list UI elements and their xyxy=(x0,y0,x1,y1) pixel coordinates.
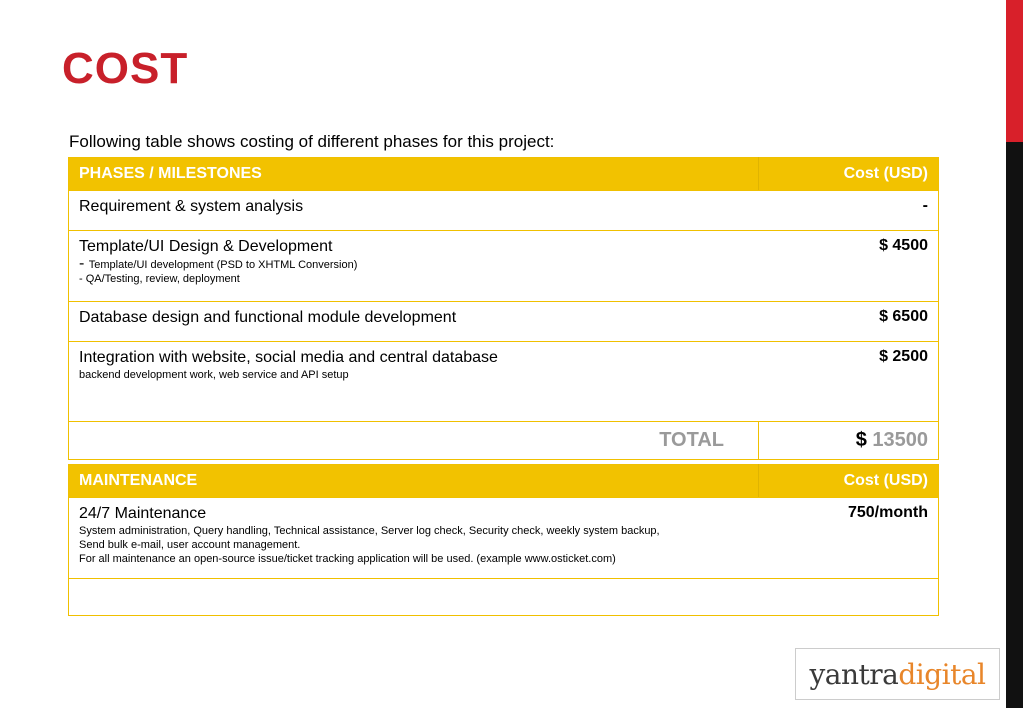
header-maintenance: MAINTENANCE xyxy=(69,465,759,498)
empty-cell xyxy=(69,579,939,616)
total-currency: $ xyxy=(855,429,867,451)
phase-detail: - QA/Testing, review, deployment xyxy=(79,273,240,285)
cost-table xyxy=(68,157,939,460)
phase-cost: $ 6500 xyxy=(759,302,939,342)
phase-cost: - xyxy=(759,191,939,231)
maintenance-cost: 750/month xyxy=(759,498,939,579)
maintenance-cell xyxy=(69,498,759,579)
page-title: COST xyxy=(62,44,189,93)
maintenance-detail: System administration, Query handling, Technical assistance, Server log check, Security check, weekly system backup, xyxy=(79,525,660,537)
phase-title: Template/UI Design & Development xyxy=(79,238,333,255)
maintenance-detail: Send bulk e-mail, user account management. xyxy=(79,539,301,551)
header-phases: PHASES / MILESTONES xyxy=(69,158,759,191)
header-cost: Cost (USD) xyxy=(759,465,939,498)
intro-text: Following table shows costing of different phases for this project: xyxy=(69,132,555,151)
company-logo xyxy=(795,648,1000,700)
maintenance-table-header xyxy=(69,465,939,498)
total-value: 13500 xyxy=(872,429,928,451)
phase-title: Requirement & system analysis xyxy=(79,198,304,215)
phase-detail-text: Template/UI development (PSD to XHTML Conversion) xyxy=(88,259,358,271)
phase-detail: backend development work, web service and API setup xyxy=(79,369,349,381)
phase-cell xyxy=(69,191,759,231)
phase-detail-dash: - xyxy=(79,255,89,272)
side-accent-black-bar xyxy=(1006,142,1023,708)
phase-detail xyxy=(79,257,749,272)
total-value-cell xyxy=(759,422,939,460)
side-accent-red-bar xyxy=(1006,0,1023,142)
total-label: TOTAL xyxy=(69,422,759,460)
table-row xyxy=(69,302,939,342)
logo-text-digital: digital xyxy=(898,657,986,691)
maintenance-table xyxy=(68,464,939,616)
header-cost: Cost (USD) xyxy=(759,158,939,191)
phase-title: Database design and functional module development xyxy=(79,309,457,326)
phase-cell xyxy=(69,302,759,342)
phase-cost: $ 2500 xyxy=(759,342,939,422)
cost-table-header xyxy=(69,158,939,191)
table-row xyxy=(69,342,939,422)
phase-title: Integration with website, social media and central database xyxy=(79,349,498,366)
table-row xyxy=(69,498,939,579)
table-row xyxy=(69,231,939,302)
maintenance-title: 24/7 Maintenance xyxy=(79,505,207,522)
total-row xyxy=(69,422,939,460)
table-row xyxy=(69,191,939,231)
maintenance-detail: For all maintenance an open-source issue/ticket tracking application will be used. (example www.osticket.com) xyxy=(79,553,616,565)
empty-row xyxy=(69,579,939,616)
phase-cell xyxy=(69,342,759,422)
phase-cost: $ 4500 xyxy=(759,231,939,302)
phase-cell xyxy=(69,231,759,302)
logo-text-yantra: yantra xyxy=(809,657,899,691)
